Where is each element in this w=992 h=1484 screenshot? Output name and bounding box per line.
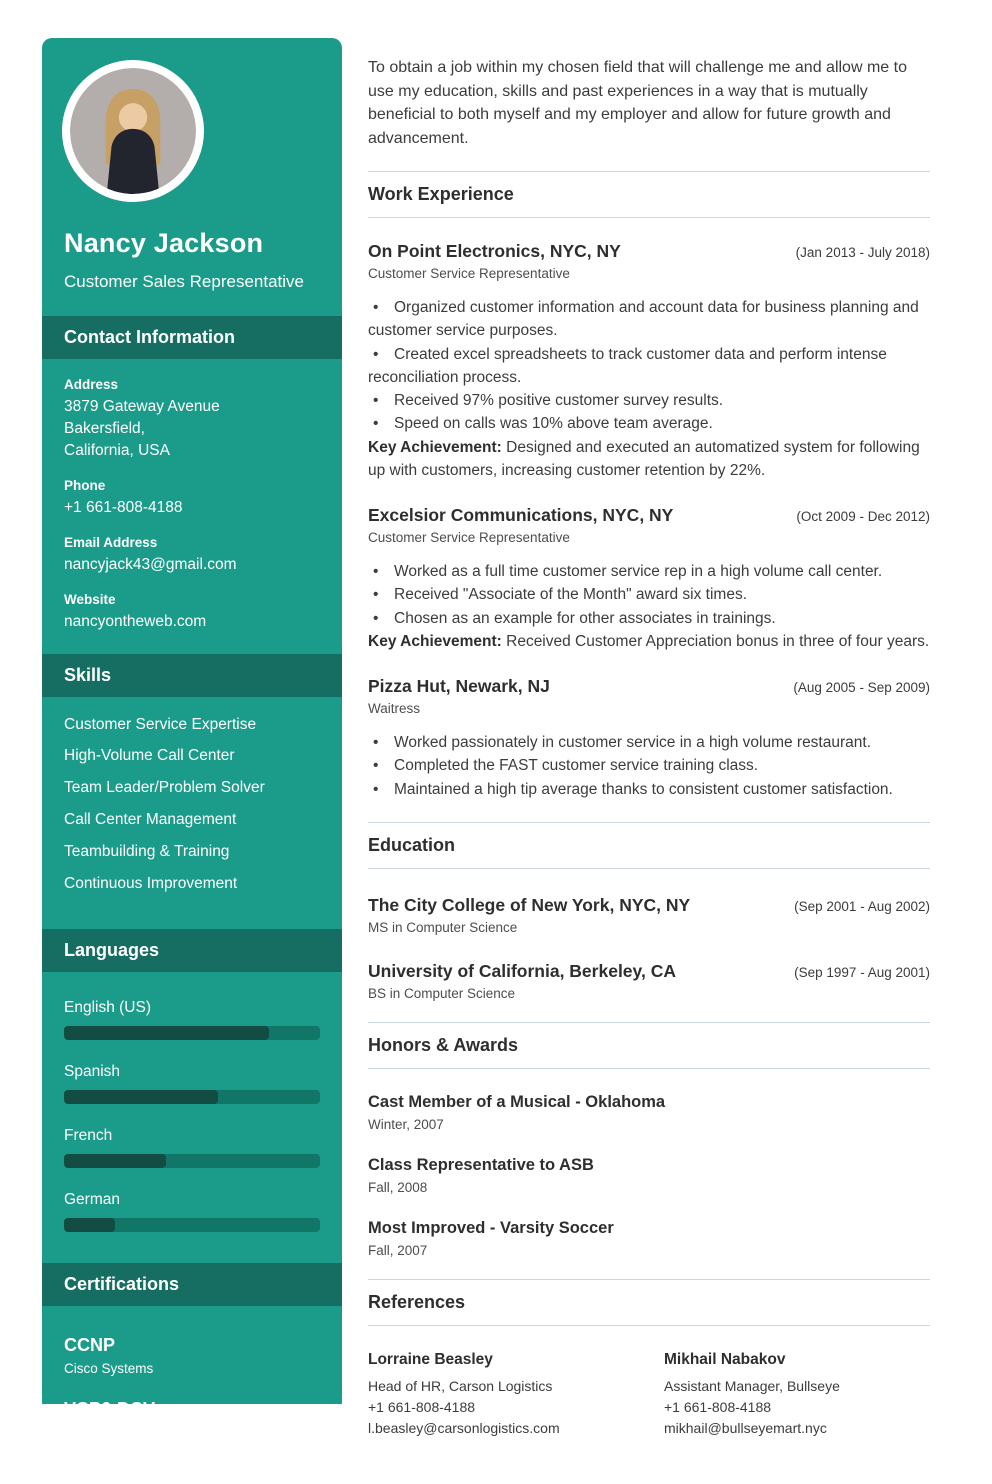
honor-entry [368, 1156, 930, 1195]
education-school: University of California, Berkeley, CA [368, 960, 676, 981]
language-level-fill [64, 1154, 166, 1168]
contact-value-line: Bakersfield, [64, 419, 145, 437]
honors-heading: Honors & Awards [368, 1034, 519, 1055]
key-achievement [368, 436, 930, 483]
reference-detail-line: +1 661-808-4188 [368, 1398, 476, 1415]
job-dates: (Aug 2005 - Sep 2009) [793, 680, 930, 696]
reference-detail-line: Head of HR, Carson Logistics [368, 1377, 553, 1394]
education-heading: Education [368, 834, 456, 855]
contact-label: Website [64, 591, 116, 607]
job-bullet [368, 296, 930, 343]
language-level-fill [64, 1218, 115, 1232]
certification-name: DCUCI Exam [64, 1463, 175, 1484]
work-experience-heading-bar [368, 171, 930, 218]
job-bullet [368, 343, 930, 390]
job-bullet [368, 412, 930, 435]
job-company: On Point Electronics, NYC, NY [368, 241, 621, 262]
key-achievement-label: Key Achievement: [368, 632, 502, 650]
bullet-dot-icon: • [373, 563, 379, 581]
bullet-dot-icon: • [373, 392, 379, 410]
job-bullet [368, 583, 930, 606]
job-bullet [368, 560, 930, 583]
bullet-dot-icon: • [373, 345, 379, 363]
references-grid [368, 1351, 930, 1439]
contact-label: Email Address [64, 534, 158, 550]
reference-name: Mikhail Nabakov [664, 1350, 786, 1368]
certification-item [64, 1399, 320, 1440]
contact-value-line: nancyontheweb.com [64, 612, 207, 630]
language-name: Spanish [64, 1063, 121, 1081]
language-level-bar [64, 1090, 320, 1104]
honors-heading-bar [368, 1022, 930, 1069]
profile-photo [62, 60, 204, 202]
job-bullet-text: Worked as a full time customer service rep in a high volume call center. [394, 563, 883, 581]
skill-item: Continuous Improvement [64, 874, 238, 892]
certifications-section [42, 1306, 342, 1484]
skill-item: Team Leader/Problem Solver [64, 779, 265, 797]
education-entry-header [368, 961, 930, 982]
bullet-dot-icon: • [373, 757, 379, 775]
contact-group [64, 535, 320, 576]
skill-item: Customer Service Expertise [64, 715, 257, 733]
person-job-title: Customer Sales Representative [64, 272, 305, 292]
contact-section [42, 359, 342, 633]
key-achievement [368, 630, 930, 653]
work-experience-heading: Work Experience [368, 184, 514, 205]
job-bullet [368, 389, 930, 412]
contact-group [64, 592, 320, 633]
job-entry [368, 505, 930, 653]
skills-section [42, 697, 342, 909]
job-bullet-text: Received 97% positive customer survey results. [394, 392, 724, 410]
job-bullet-list [368, 731, 930, 801]
job-company: Excelsior Communications, NYC, NY [368, 505, 674, 526]
job-bullet-text: Completed the FAST customer service training class. [394, 757, 759, 775]
job-entry [368, 241, 930, 482]
contact-group [64, 478, 320, 519]
certification-issuer: Cisco Systems [64, 1361, 154, 1377]
references-heading: References [368, 1291, 466, 1312]
certification-issuer: VMWare [64, 1425, 117, 1441]
reference-detail-line: +1 661-808-4188 [664, 1398, 772, 1415]
job-bullet-text: Worked passionately in customer service in a high volume restaurant. [394, 734, 871, 752]
contact-value-line: nancyjack43@gmail.com [64, 555, 237, 573]
language-item [64, 1127, 320, 1168]
skill-item: Call Center Management [64, 810, 237, 828]
reference-detail-line: mikhail@bullseyemart.nyc [664, 1419, 827, 1436]
key-achievement-text: Designed and executed an automatized system for following up with customers, increasing customer retention by 22%. [368, 438, 920, 479]
resume-sidebar [42, 38, 342, 1484]
resume-main [368, 56, 930, 1439]
contact-value-line: 3879 Gateway Avenue [64, 397, 220, 415]
honor-entry [368, 1093, 930, 1132]
education-entry [368, 961, 930, 1001]
skills-section-heading: Skills [42, 654, 342, 697]
contact-group [64, 377, 320, 462]
skill-item: Teambuilding & Training [64, 842, 230, 860]
honor-date: Winter, 2007 [368, 1116, 444, 1132]
job-bullet-text: Chosen as an example for other associates in trainings. [394, 609, 776, 627]
education-dates: (Sep 2001 - Aug 2002) [794, 898, 930, 914]
job-bullet-list [368, 296, 930, 482]
job-bullet [368, 754, 930, 777]
contact-label: Address [64, 376, 119, 392]
language-name: French [64, 1127, 113, 1145]
skill-item: High-Volume Call Center [64, 747, 235, 765]
bullet-dot-icon: • [373, 734, 379, 752]
reference-detail-line: l.beasley@carsonlogistics.com [368, 1419, 560, 1436]
job-bullet-text: Created excel spreadsheets to track customer data and perform intense reconciliation process. [368, 345, 887, 386]
job-dates: (Oct 2009 - Dec 2012) [796, 509, 930, 525]
job-dates: (Jan 2013 - July 2018) [795, 245, 930, 261]
job-entry-header [368, 505, 930, 526]
language-item [64, 1191, 320, 1232]
language-item [64, 1063, 320, 1104]
portrait-photo-icon [70, 68, 196, 194]
honor-date: Fall, 2007 [368, 1242, 428, 1258]
language-name: German [64, 1191, 120, 1209]
job-role: Waitress [368, 701, 421, 717]
reference-card [368, 1351, 634, 1439]
job-entry-header [368, 676, 930, 697]
job-company: Pizza Hut, Newark, NJ [368, 676, 550, 697]
certification-name: CCNP [64, 1335, 116, 1356]
honor-entry [368, 1219, 930, 1258]
education-school: The City College of New York, NYC, NY [368, 894, 691, 915]
languages-section [42, 972, 342, 1242]
certification-name: VCP6-DCV [64, 1399, 156, 1420]
job-bullet-list [368, 560, 930, 653]
languages-section-heading: Languages [42, 929, 342, 972]
job-bullet-text: Organized customer information and account data for business planning and customer service purposes. [368, 299, 919, 340]
bullet-dot-icon: • [373, 415, 379, 433]
certifications-section-heading: Certifications [42, 1263, 342, 1306]
language-level-bar [64, 1026, 320, 1040]
job-role: Customer Service Representative [368, 530, 570, 546]
job-bullet [368, 607, 930, 630]
key-achievement-text: Received Customer Appreciation bonus in three of four years. [506, 632, 930, 650]
language-level-fill [64, 1090, 218, 1104]
job-role: Customer Service Representative [368, 266, 570, 282]
honor-title: Most Improved - Varsity Soccer [368, 1218, 614, 1237]
education-heading-bar [368, 822, 930, 869]
reference-detail-line: Assistant Manager, Bullseye [664, 1377, 840, 1394]
education-degree: BS in Computer Science [368, 985, 516, 1001]
contact-value-line: +1 661-808-4188 [64, 498, 183, 516]
contact-label: Phone [64, 477, 106, 493]
reference-card [664, 1351, 930, 1439]
language-level-bar [64, 1218, 320, 1232]
job-bullet-text: Maintained a high tip average thanks to consistent customer satisfaction. [394, 780, 893, 798]
reference-name: Lorraine Beasley [368, 1350, 493, 1368]
job-entry [368, 676, 930, 801]
language-item [64, 999, 320, 1040]
person-name: Nancy Jackson [64, 228, 264, 258]
job-bullet [368, 778, 930, 801]
language-level-bar [64, 1154, 320, 1168]
honor-date: Fall, 2008 [368, 1179, 428, 1195]
references-heading-bar [368, 1279, 930, 1326]
bullet-dot-icon: • [373, 586, 379, 604]
honor-title: Class Representative to ASB [368, 1155, 594, 1174]
education-dates: (Sep 1997 - Aug 2001) [794, 964, 930, 980]
job-bullet [368, 731, 930, 754]
bullet-dot-icon: • [373, 299, 379, 317]
job-bullet-text: Speed on calls was 10% above team average. [394, 415, 713, 433]
bullet-dot-icon: • [373, 780, 379, 798]
education-degree: MS in Computer Science [368, 919, 518, 935]
language-name: English (US) [64, 999, 151, 1017]
job-bullet-text: Received "Associate of the Month" award six times. [394, 586, 748, 604]
job-entry-header [368, 241, 930, 262]
contact-value-line: California, USA [64, 441, 170, 459]
certification-item [64, 1463, 320, 1484]
education-entry [368, 895, 930, 935]
key-achievement-label: Key Achievement: [368, 438, 502, 456]
contact-section-heading: Contact Information [42, 316, 342, 359]
bullet-dot-icon: • [373, 609, 379, 627]
honor-title: Cast Member of a Musical - Oklahoma [368, 1092, 666, 1111]
certification-item [64, 1335, 320, 1376]
objective-text: To obtain a job within my chosen field that will challenge me and allow me to use my education, skills and past experiences in a way that is mutually beneficial to both myself and my employer and allow for future growth and advancement. [368, 59, 907, 147]
education-entry-header [368, 895, 930, 916]
language-level-fill [64, 1026, 269, 1040]
